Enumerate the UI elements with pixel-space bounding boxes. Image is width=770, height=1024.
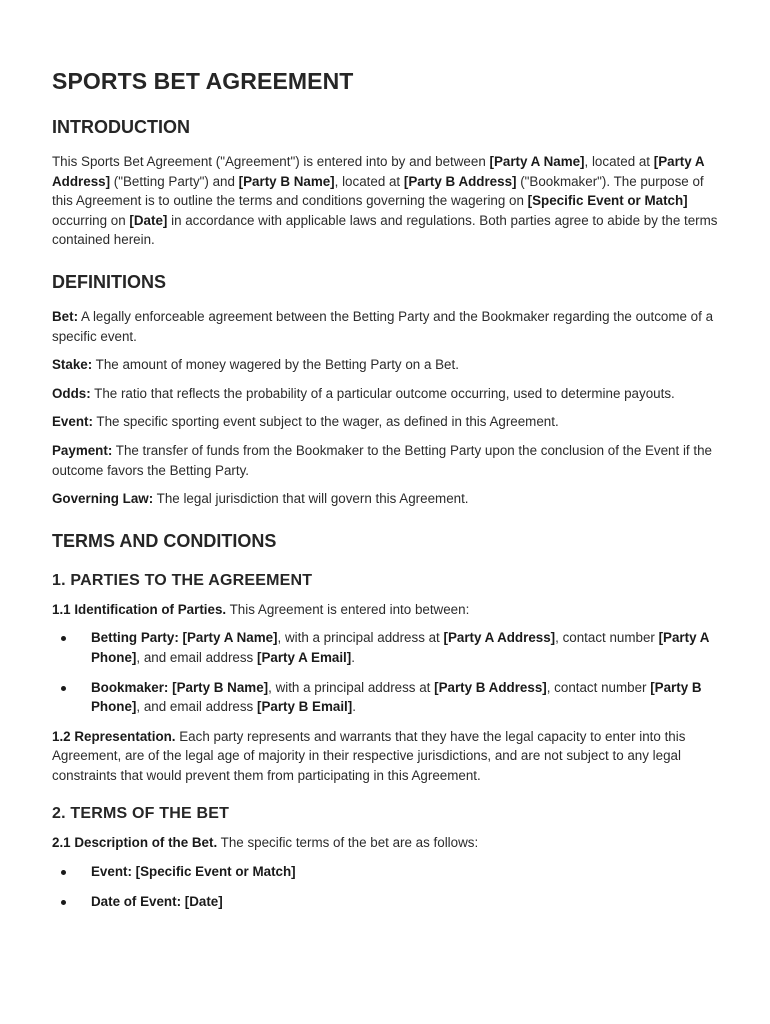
- definition-term: Odds:: [52, 385, 91, 401]
- bet-terms-heading: 2. TERMS OF THE BET: [52, 805, 230, 823]
- bullet-text: , contact number: [546, 679, 651, 695]
- bullet-icon: [61, 870, 66, 875]
- introduction-section: [52, 117, 718, 250]
- representation-paragraph: [52, 727, 718, 786]
- definition-text: The transfer of funds from the Bookmaker to the Betting Party upon the conclusion of the Event if the outcome favors the Betting Party.: [52, 442, 712, 478]
- definition-payment: [52, 441, 718, 480]
- definitions-section: [52, 272, 718, 509]
- bet-terms-subsection: [52, 805, 718, 911]
- identification-paragraph: [52, 600, 718, 620]
- intro-text-4: , located at: [334, 173, 404, 189]
- document-page: [52, 68, 718, 921]
- specific-event: [Specific Event or Match]: [527, 193, 688, 209]
- definition-term: Event:: [52, 414, 93, 430]
- terms-section: [52, 531, 718, 912]
- bet-terms-list: [52, 862, 718, 911]
- clause-text: The specific terms of the bet are as follows:: [217, 835, 479, 851]
- intro-text-2: , located at: [584, 154, 654, 169]
- clause-label: 1.1 Identification of Parties.: [52, 601, 227, 617]
- definition-term: Stake:: [52, 357, 93, 373]
- introduction-paragraph: [52, 152, 718, 250]
- definitions-heading: DEFINITIONS: [52, 271, 167, 292]
- definition-term: Governing Law:: [52, 491, 154, 507]
- party-a-name: [Party A Name]: [489, 154, 585, 169]
- definition-event: [52, 412, 718, 432]
- bullet-label: Date of Event: [Date]: [91, 893, 223, 909]
- introduction-heading: INTRODUCTION: [52, 117, 190, 137]
- document-title: SPORTS BET AGREEMENT: [52, 68, 354, 94]
- clause-label: 2.1 Description of the Bet.: [52, 835, 218, 851]
- bullet-icon: [61, 686, 66, 691]
- bullet-text: , and email address: [136, 649, 257, 665]
- list-item-betting-party: [52, 628, 718, 667]
- terms-heading: TERMS AND CONDITIONS: [52, 530, 277, 551]
- party-b-name: [Party B Name]: [238, 173, 335, 189]
- party-b-address: [Party B Address]: [434, 679, 547, 695]
- party-a-address: [Party A Address]: [52, 154, 705, 189]
- intro-text-5: ("Bookmaker"). The purpose of this Agreement is to outline the terms and conditions governing the wagering on: [52, 173, 704, 209]
- bullet-label: Bookmaker: [Party B Name]: [91, 679, 269, 695]
- party-b-phone: [Party B Phone]: [91, 679, 702, 715]
- bullet-text: , with a principal address at: [277, 630, 444, 646]
- intro-text-7: in accordance with applicable laws and regulations. Both parties agree to abide by the terms contained herein.: [52, 212, 718, 248]
- definition-text: The ratio that reflects the probability of a particular outcome occurring, used to determine payouts.: [90, 385, 675, 401]
- bullet-text: , contact number: [555, 630, 659, 646]
- definition-odds: [52, 384, 718, 404]
- bullet-text: , and email address: [136, 699, 257, 715]
- party-b-address: [Party B Address]: [403, 173, 517, 189]
- party-b-email: [Party B Email]: [256, 699, 353, 715]
- bullet-icon: [61, 900, 66, 905]
- bullet-text: .: [352, 699, 356, 715]
- intro-text-1: This Sports Bet Agreement ("Agreement") is entered into by and between: [52, 154, 490, 169]
- party-a-email: [Party A Email]: [256, 649, 352, 665]
- bet-description-paragraph: [52, 833, 718, 853]
- definition-term: Bet:: [52, 308, 79, 324]
- clause-text: Each party represents and warrants that they have the legal capacity to enter into this Agreement, are of the legal age of majority in their respective jurisdictions, and are not subject to any legal constraints that would prevent them from participating in this Agreement.: [52, 728, 686, 783]
- definition-text: A legally enforceable agreement between the Betting Party and the Bookmaker regarding the outcome of a specific event.: [52, 308, 714, 344]
- list-item-event: [52, 862, 718, 882]
- list-item-date: [52, 892, 718, 912]
- parties-subsection: [52, 572, 718, 786]
- clause-text: This Agreement is entered into between:: [226, 601, 470, 617]
- bullet-label: Betting Party: [Party A Name]: [91, 630, 278, 646]
- bullet-text: .: [351, 649, 355, 665]
- party-a-address: [Party A Address]: [443, 630, 556, 646]
- parties-heading: 1. PARTIES TO THE AGREEMENT: [52, 571, 313, 589]
- definition-stake: [52, 355, 718, 375]
- intro-text-3: ("Betting Party") and: [110, 173, 239, 189]
- intro-text-6: occurring on: [52, 212, 130, 228]
- parties-list: [52, 628, 718, 716]
- definition-term: Payment:: [52, 442, 113, 458]
- bullet-text: , with a principal address at: [268, 679, 435, 695]
- definition-governing-law: [52, 489, 718, 509]
- definition-bet: [52, 307, 718, 346]
- bullet-icon: [61, 636, 66, 641]
- definition-text: The amount of money wagered by the Betting Party on a Bet.: [92, 357, 459, 373]
- list-item-bookmaker: [52, 678, 718, 717]
- definition-text: The legal jurisdiction that will govern this Agreement.: [153, 491, 469, 507]
- bullet-label: Event: [Specific Event or Match]: [91, 864, 296, 880]
- event-date: [Date]: [129, 212, 168, 228]
- definition-text: The specific sporting event subject to the wager, as defined in this Agreement.: [92, 414, 559, 430]
- party-a-phone: [Party A Phone]: [91, 630, 709, 665]
- clause-label: 1.2 Representation.: [52, 728, 176, 744]
